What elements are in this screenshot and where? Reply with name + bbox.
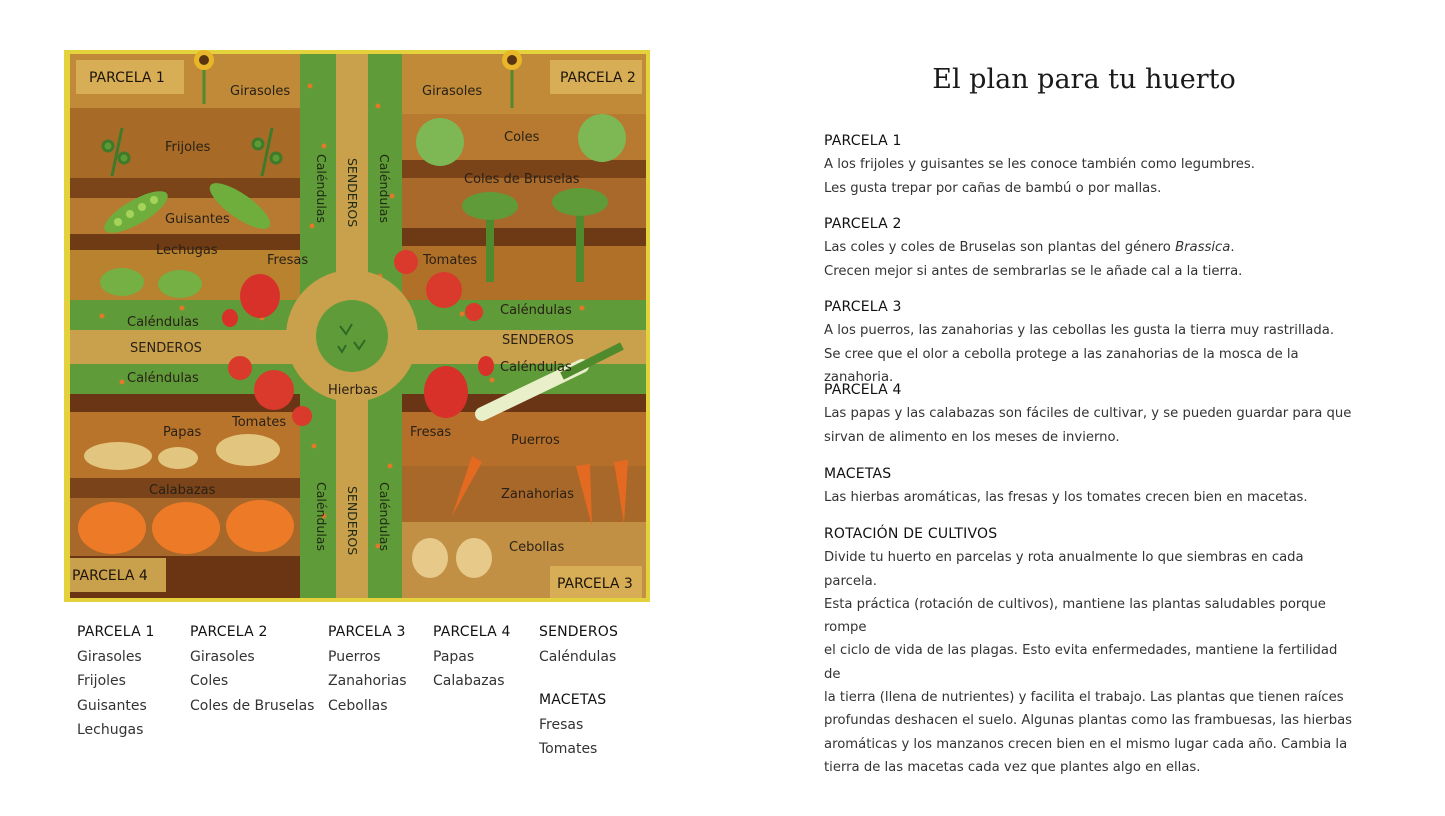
label-senderos-2: SENDEROS: [502, 333, 574, 348]
garden-plan-illustration: [62, 46, 652, 606]
legend-item: Zanahorias: [328, 673, 407, 689]
legend-parcela-2: [190, 620, 314, 718]
legend-heading: PARCELA 4: [433, 624, 511, 640]
label-senderos-1: SENDEROS: [130, 341, 202, 356]
section-text: aromáticas y los manzanos crecen bien en el mismo lugar cada año. Cambia la: [824, 736, 1348, 752]
label-zanahorias: Zanahorias: [501, 487, 574, 502]
label-senderos-v1: SENDEROS: [345, 158, 360, 228]
legend-heading: PARCELA 1: [77, 624, 155, 640]
genus-name: Brassica: [1175, 240, 1231, 256]
section-parcela-1: [824, 130, 1354, 200]
plot-label-4: PARCELA 4: [72, 568, 148, 584]
legend-item: Coles: [190, 673, 229, 689]
label-calendulas-v3: Caléndulas: [314, 482, 329, 551]
label-calendulas-v2: Caléndulas: [377, 154, 392, 223]
legend-parcela-4: [433, 620, 511, 694]
legend-item: Tomates: [539, 741, 598, 757]
section-text: Les gusta trepar por cañas de bambú o por mallas.: [824, 180, 1162, 196]
legend-item: Fresas: [539, 716, 584, 733]
label-calendulas-v4: Caléndulas: [377, 482, 392, 551]
plot-label-2: PARCELA 2: [560, 70, 636, 86]
label-tomates-2: Tomates: [423, 253, 478, 268]
label-cebollas: Cebollas: [509, 540, 565, 555]
section-text: Las hierbas aromáticas, las fresas y los tomates crecen bien en macetas.: [824, 490, 1308, 506]
label-senderos-v2: SENDEROS: [345, 486, 360, 556]
legend-item: Girasoles: [190, 648, 255, 665]
label-coles: Coles: [504, 130, 540, 145]
legend-item: Girasoles: [77, 648, 142, 665]
section-heading: PARCELA 3: [824, 299, 902, 315]
label-calendulas-1: Caléndulas: [127, 315, 199, 330]
legend-heading: PARCELA 2: [190, 624, 268, 640]
section-text: el ciclo de vida de las plagas. Esto evita enfermedades, mantiene la fertilidad de: [824, 643, 1338, 682]
section-text: A los puerros, las zanahorias y las cebollas les gusta la tierra muy rastrillada.: [824, 323, 1335, 339]
label-tomates-1: Tomates: [232, 415, 287, 430]
section-text: Esta práctica (rotación de cultivos), mantiene las plantas saludables porque rompe: [824, 596, 1326, 636]
section-text: [824, 236, 1354, 259]
legend-item: Lechugas: [77, 722, 144, 738]
label-hierbas: Hierbas: [328, 383, 378, 398]
legend-heading: PARCELA 3: [328, 624, 406, 640]
label-fresas-2: Fresas: [410, 425, 452, 440]
section-heading: PARCELA 2: [824, 216, 902, 232]
label-girasoles-1: Girasoles: [230, 84, 291, 99]
page-title: El plan para tu huerto: [932, 64, 1236, 95]
section-macetas: [824, 463, 1354, 510]
section-parcela-4: [824, 379, 1354, 449]
label-calendulas-3: Caléndulas: [500, 303, 572, 318]
section-text: profundas deshacen el suelo. Algunas plantas como las frambuesas, las hierbas: [824, 713, 1353, 729]
section-parcela-3: [824, 296, 1354, 389]
legend-item: Puerros: [328, 648, 381, 665]
legend-item: Papas: [433, 648, 475, 665]
label-puerros: Puerros: [511, 433, 560, 448]
plot-label-1: PARCELA 1: [89, 70, 165, 86]
legend-heading: MACETAS: [539, 692, 607, 708]
section-text: Divide tu huerto en parcelas y rota anualmente lo que siembras en cada parcela.: [824, 550, 1304, 589]
label-calendulas-4: Caléndulas: [500, 360, 572, 375]
label-papas: Papas: [163, 425, 202, 440]
section-rotacion: [824, 523, 1354, 779]
legend-item: Calabazas: [433, 673, 505, 689]
herb-bed: [316, 300, 388, 372]
section-text: tierra de las macetas cada vez que plantes algo en ellas.: [824, 759, 1201, 775]
legend-senderos: [539, 620, 618, 762]
label-girasoles-2: Girasoles: [422, 84, 483, 99]
legend-item: Coles de Bruselas: [190, 697, 315, 714]
legend-heading: SENDEROS: [539, 624, 619, 640]
label-calabazas: Calabazas: [149, 483, 216, 498]
label-fresas-1: Fresas: [267, 253, 309, 268]
label-frijoles: Frijoles: [165, 140, 211, 155]
legend-parcela-3: [328, 620, 407, 718]
section-text: Crecen mejor si antes de sembrarlas se le añade cal a la tierra.: [824, 263, 1243, 279]
label-guisantes: Guisantes: [165, 212, 230, 227]
section-heading: MACETAS: [824, 466, 892, 482]
section-text: la tierra (llena de nutrientes) y facilita el trabajo. Las plantas que tienen raíces: [824, 690, 1344, 706]
label-calendulas-2: Caléndulas: [127, 371, 199, 386]
label-coles-bruselas: Coles de Bruselas: [464, 172, 580, 187]
section-text: sirvan de alimento en los meses de invierno.: [824, 429, 1120, 445]
legend-item: Guisantes: [77, 697, 147, 714]
legend-item: Cebollas: [328, 697, 388, 714]
legend-item: Caléndulas: [539, 648, 617, 665]
section-parcela-2: [824, 213, 1354, 283]
label-calendulas-v1: Caléndulas: [314, 154, 329, 223]
text-span: .: [1230, 240, 1235, 256]
legend-item: Frijoles: [77, 673, 126, 689]
section-text: A los frijoles y guisantes se les conoce también como legumbres.: [824, 157, 1255, 173]
label-lechugas: Lechugas: [156, 243, 218, 258]
plot-label-3: PARCELA 3: [557, 576, 633, 592]
section-heading: ROTACIÓN DE CULTIVOS: [824, 526, 998, 542]
section-heading: PARCELA 4: [824, 382, 902, 398]
pumpkin-icon: [78, 500, 294, 554]
section-text: Se cree que el olor a cebolla protege a las zanahorias de la mosca de la zanahoria.: [824, 346, 1299, 385]
legend-parcela-1: [77, 620, 155, 743]
text-span: Las coles y coles de Bruselas son plantas del género: [824, 240, 1176, 256]
section-heading: PARCELA 1: [824, 133, 902, 149]
section-text: Las papas y las calabazas son fáciles de cultivar, y se pueden guardar para que: [824, 406, 1352, 422]
